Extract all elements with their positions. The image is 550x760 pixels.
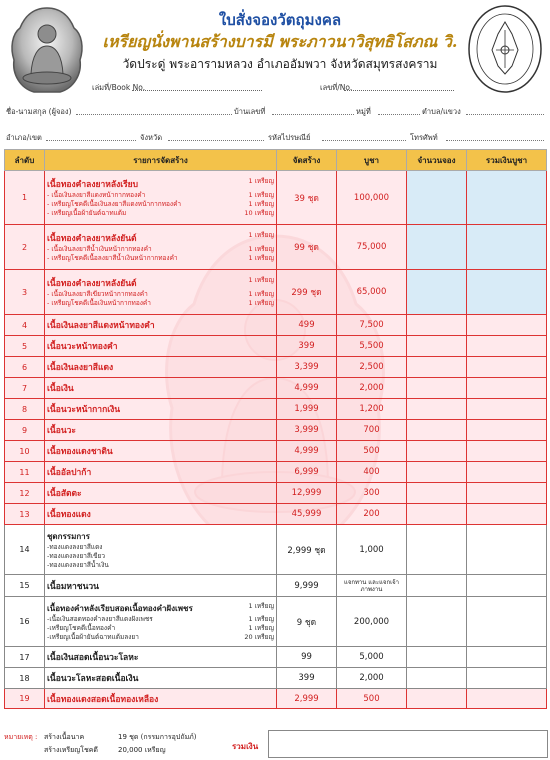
total-cell[interactable] (467, 597, 547, 647)
row-qty-made: 1,999 (277, 399, 337, 420)
subdistrict-label: ตำบล/แขวง (422, 107, 461, 116)
row-price: 300 (337, 483, 407, 504)
reserve-cell[interactable] (407, 597, 467, 647)
item-title: เนื้อทองคำลงยาหลังยันต์ (47, 234, 137, 244)
note-line1-label: สร้างเนื้อนาค (44, 733, 85, 741)
item-title-qty: 1 เหรียญ (248, 276, 274, 284)
total-cell[interactable] (467, 171, 547, 225)
reserve-cell[interactable] (407, 575, 467, 597)
row-qty-made: 2,999 (277, 689, 337, 709)
note-line2-label: สร้างเหรียญโชคดี (44, 746, 98, 754)
row-number: 8 (5, 399, 45, 420)
item-title: เนื้อทองคำหลังเรียบสอดเนื้อทองคำฝังเพชร (47, 603, 193, 613)
header-price: บูชา (337, 150, 407, 171)
row-price: 200,000 (337, 597, 407, 647)
row-number: 4 (5, 315, 45, 336)
row-price: 5,000 (337, 647, 407, 668)
item-title: เนื้ออัลปาก้า (45, 462, 277, 483)
total-cell[interactable] (467, 270, 547, 315)
sub-item: - เหรียญโชคดีเนื้อเงินหน้ากากทองคำ (47, 299, 151, 307)
row-price: 2,500 (337, 357, 407, 378)
row-number: 2 (5, 225, 45, 270)
row-qty-made: 99 (277, 647, 337, 668)
sub-item: -ทองแดงลงยาสีเขียว (47, 551, 105, 560)
row-price: 65,000 (337, 270, 407, 315)
row-qty-made: 99 ชุด (277, 225, 337, 270)
sub-qty: 1 เหรียญ (248, 191, 274, 199)
total-cell[interactable] (467, 504, 547, 525)
row-item (45, 225, 277, 270)
temple-line: วัดประดู่ พระอารามหลวง อำเภออัมพวา จังหวัดสมุทรสงคราม (122, 57, 438, 71)
reserve-cell[interactable] (407, 525, 467, 575)
row-qty-made: 4,999 (277, 441, 337, 462)
amulet-image (4, 4, 90, 96)
reserve-cell[interactable] (407, 378, 467, 399)
row-price: 75,000 (337, 225, 407, 270)
table-row (5, 647, 547, 668)
item-title: เนื้อเงินลงยาสีแดงหน้าทองคำ (45, 315, 277, 336)
reserve-cell[interactable] (407, 336, 467, 357)
row-price: 200 (337, 504, 407, 525)
row-qty-made: 4,999 (277, 378, 337, 399)
table-row (5, 315, 547, 336)
row-price: 2,000 (337, 378, 407, 399)
row-qty-made: 2,999 ชุด (277, 525, 337, 575)
reserve-cell[interactable] (407, 315, 467, 336)
book-no-field[interactable] (132, 90, 262, 91)
reserve-cell[interactable] (407, 483, 467, 504)
sub-qty: 20 เหรียญ (244, 632, 274, 641)
total-cell[interactable] (467, 336, 547, 357)
item-title: เนื้อมหาชนวน (45, 575, 277, 597)
reserve-cell[interactable] (407, 668, 467, 689)
temple-seal-image (466, 4, 544, 94)
table-row (5, 441, 547, 462)
sub-item: - เหรียญโชคดีเนื้อเงินลงยาสีแดงหน้ากากทองคำ (47, 200, 182, 208)
reserve-cell[interactable] (407, 689, 467, 709)
row-qty-made: 399 (277, 336, 337, 357)
sub-qty: 1 เหรียญ (248, 299, 274, 307)
row-qty-made: 6,999 (277, 462, 337, 483)
name-label: ชื่อ-นามสกุล (ผู้จอง) (6, 107, 72, 116)
reserve-cell[interactable] (407, 504, 467, 525)
sub-qty: 1 เหรียญ (248, 614, 274, 623)
total-cell[interactable] (467, 647, 547, 668)
item-title: เนื้อสัตตะ (45, 483, 277, 504)
row-item (45, 270, 277, 315)
note-label: หมายเหตุ : (4, 733, 38, 741)
grand-total-field[interactable] (268, 730, 548, 758)
header-no: ลำดับ (5, 150, 45, 171)
order-table (4, 149, 547, 709)
total-cell[interactable] (467, 399, 547, 420)
total-cell[interactable] (467, 668, 547, 689)
table-row (5, 525, 547, 575)
total-cell[interactable] (467, 378, 547, 399)
sub-qty: 10 เหรียญ (244, 209, 274, 217)
row-item (45, 597, 277, 647)
coin-title: เหรียญนั่งพานสร้างบารมี พระภาวนาวิสุทธิโสภณ วิ. (102, 32, 458, 51)
table-row (5, 171, 547, 225)
district-label: อำเภอ/เขต (6, 133, 42, 142)
row-price: 2,000 (337, 668, 407, 689)
item-title-qty: 1 เหรียญ (248, 231, 274, 239)
no-field[interactable] (344, 90, 454, 91)
row-price: 100,000 (337, 171, 407, 225)
item-title: เนื้อทองแดง (45, 504, 277, 525)
row-price: 500 (337, 689, 407, 709)
reserve-cell[interactable] (407, 647, 467, 668)
row-number: 15 (5, 575, 45, 597)
total-cell[interactable] (467, 420, 547, 441)
table-row (5, 504, 547, 525)
row-price: 700 (337, 420, 407, 441)
item-title: เนื้อเงินสอดเนื้อนวะโลหะ (45, 647, 277, 668)
total-cell[interactable] (467, 483, 547, 504)
reserve-cell[interactable] (407, 357, 467, 378)
total-cell[interactable] (467, 575, 547, 597)
total-cell[interactable] (467, 689, 547, 709)
row-number: 19 (5, 689, 45, 709)
phone-field[interactable] (446, 140, 544, 141)
sub-item: - เนื้อเงินลงยาสีเขียวหน้ากากทองคำ (47, 290, 148, 298)
item-title-qty: 1 เหรียญ (248, 601, 274, 610)
sub-qty: 1 เหรียญ (248, 200, 274, 208)
row-price: 7,500 (337, 315, 407, 336)
row-number: 18 (5, 668, 45, 689)
subdistrict-field[interactable] (466, 114, 544, 115)
moo-label: หมู่ที่ (356, 107, 371, 116)
row-number: 6 (5, 357, 45, 378)
item-title: เนื้อนวะหน้ากากเงิน (45, 399, 277, 420)
row-item (45, 171, 277, 225)
row-number: 9 (5, 420, 45, 441)
row-price: 1,000 (337, 525, 407, 575)
book-no-label: เล่มที่/Book No. (92, 83, 146, 92)
row-number: 3 (5, 270, 45, 315)
total-cell[interactable] (467, 525, 547, 575)
sub-item: -ทองแดงลงยาสีแดง (47, 542, 103, 551)
sub-item: -ทองแดงลงยาสีน้ำเงิน (47, 560, 109, 569)
reserve-cell[interactable] (407, 171, 467, 225)
item-title: เนื้อนวะ (45, 420, 277, 441)
row-number: 10 (5, 441, 45, 462)
postcode-label: รหัสไปรษณีย์ (268, 133, 311, 142)
row-qty-made: 3,399 (277, 357, 337, 378)
note-line2-value: 20,000 เหรียญ (118, 746, 166, 754)
header-qty-made: จัดสร้าง (277, 150, 337, 171)
total-cell[interactable] (467, 462, 547, 483)
reserve-cell[interactable] (407, 399, 467, 420)
total-cell[interactable] (467, 225, 547, 270)
table-row (5, 420, 547, 441)
name-field[interactable] (76, 114, 232, 115)
row-qty-made: 3,999 (277, 420, 337, 441)
row-number: 7 (5, 378, 45, 399)
table-row (5, 462, 547, 483)
province-label: จังหวัด (140, 133, 163, 142)
row-qty-made: 9,999 (277, 575, 337, 597)
header-item: รายการจัดสร้าง (45, 150, 277, 171)
sub-item: -เหรียญโชคดีเนื้อทองคำ (47, 623, 116, 632)
row-price: 400 (337, 462, 407, 483)
form-title: ใบสั่งจองวัตถุมงคล (218, 11, 342, 29)
reserve-cell[interactable] (407, 225, 467, 270)
row-qty-made: 45,999 (277, 504, 337, 525)
note-line1-value: 19 ชุด (กรรมการอุปถัมภ์) (118, 733, 197, 741)
row-qty-made: 399 (277, 668, 337, 689)
province-field[interactable] (168, 140, 264, 141)
table-row (5, 483, 547, 504)
reserve-cell[interactable] (407, 420, 467, 441)
table-row (5, 575, 547, 597)
total-cell[interactable] (467, 357, 547, 378)
table-row (5, 270, 547, 315)
house-no-label: บ้านเลขที่ (234, 107, 266, 116)
sub-item: - เหรียญเนื้อผ้ายันต์ฉาทแต้ม (47, 209, 127, 217)
sub-item: - เหรียญโชคดีเนื้อลงยาสีน้ำเงินหน้ากากทองคำ (47, 254, 178, 262)
table-row (5, 668, 547, 689)
item-title: เนื้อนวะหน้าทองคำ (45, 336, 277, 357)
item-title: ชุดกรรมการ (47, 531, 90, 541)
row-qty-made: 12,999 (277, 483, 337, 504)
row-qty-made: 39 ชุด (277, 171, 337, 225)
table-row (5, 378, 547, 399)
district-field[interactable] (46, 140, 136, 141)
item-title: เนื้อทองแดงสอดเนื้อทองเหลือง (45, 689, 277, 709)
header-total: รวมเงินบูชา (467, 150, 547, 171)
row-number: 17 (5, 647, 45, 668)
table-row (5, 399, 547, 420)
sub-item: -เนื้อเงินสอดทองคำลงยาสีแดงฝังเพชร (47, 614, 153, 623)
item-title: เนื้อนวะโลหะสอดเนื้อเงิน (45, 668, 277, 689)
postcode-field[interactable] (322, 140, 406, 141)
item-title: เนื้อเงินลงยาสีแดง (45, 357, 277, 378)
table-row (5, 357, 547, 378)
item-title: เนื้อทองแดงชาติน (45, 441, 277, 462)
header-reserve: จำนวนจอง (407, 150, 467, 171)
sub-qty: 1 เหรียญ (248, 254, 274, 262)
row-number: 16 (5, 597, 45, 647)
row-qty-made: 499 (277, 315, 337, 336)
row-number: 14 (5, 525, 45, 575)
item-title-qty: 1 เหรียญ (248, 177, 274, 185)
sub-item: -เหรียญเนื้อผ้ายันต์ฉาทแต้มลงยา (47, 632, 139, 641)
row-price: 1,200 (337, 399, 407, 420)
row-number: 13 (5, 504, 45, 525)
sub-item: - เนื้อเงินลงยาสีแดงหน้ากากทองคำ (47, 191, 146, 199)
sub-qty: 1 เหรียญ (248, 290, 274, 298)
phone-label: โทรศัพท์ (410, 133, 438, 142)
sub-qty: 1 เหรียญ (248, 623, 274, 632)
sub-item: - เนื้อเงินลงยาสีน้ำเงินหน้ากากทองคำ (47, 245, 152, 253)
house-no-field[interactable] (272, 114, 354, 115)
table-header-row (5, 150, 547, 171)
item-title: เนื้อทองคำลงยาหลังยันต์ (47, 279, 137, 289)
form-header (0, 0, 550, 100)
row-number: 12 (5, 483, 45, 504)
row-number: 11 (5, 462, 45, 483)
table-row (5, 597, 547, 647)
total-cell[interactable] (467, 315, 547, 336)
row-item (45, 525, 277, 575)
sub-qty: 1 เหรียญ (248, 245, 274, 253)
reserve-cell[interactable] (407, 441, 467, 462)
row-price: แจกทาน และแจกเจ้าภาพงาน (337, 575, 407, 597)
no-label: เลขที่/No. (320, 83, 353, 92)
row-qty-made: 9 ชุด (277, 597, 337, 647)
row-price: 500 (337, 441, 407, 462)
row-number: 1 (5, 171, 45, 225)
total-cell[interactable] (467, 441, 547, 462)
row-qty-made: 299 ชุด (277, 270, 337, 315)
item-title: เนื้อเงิน (45, 378, 277, 399)
reserve-cell[interactable] (407, 462, 467, 483)
row-number: 5 (5, 336, 45, 357)
table-row (5, 336, 547, 357)
row-price: 5,500 (337, 336, 407, 357)
table-row (5, 689, 547, 709)
moo-field[interactable] (378, 114, 420, 115)
reserve-cell[interactable] (407, 270, 467, 315)
grand-total-label: รวมเงิน (232, 742, 259, 751)
table-row (5, 225, 547, 270)
item-title: เนื้อทองคำลงยาหลังเรียบ (47, 180, 139, 190)
